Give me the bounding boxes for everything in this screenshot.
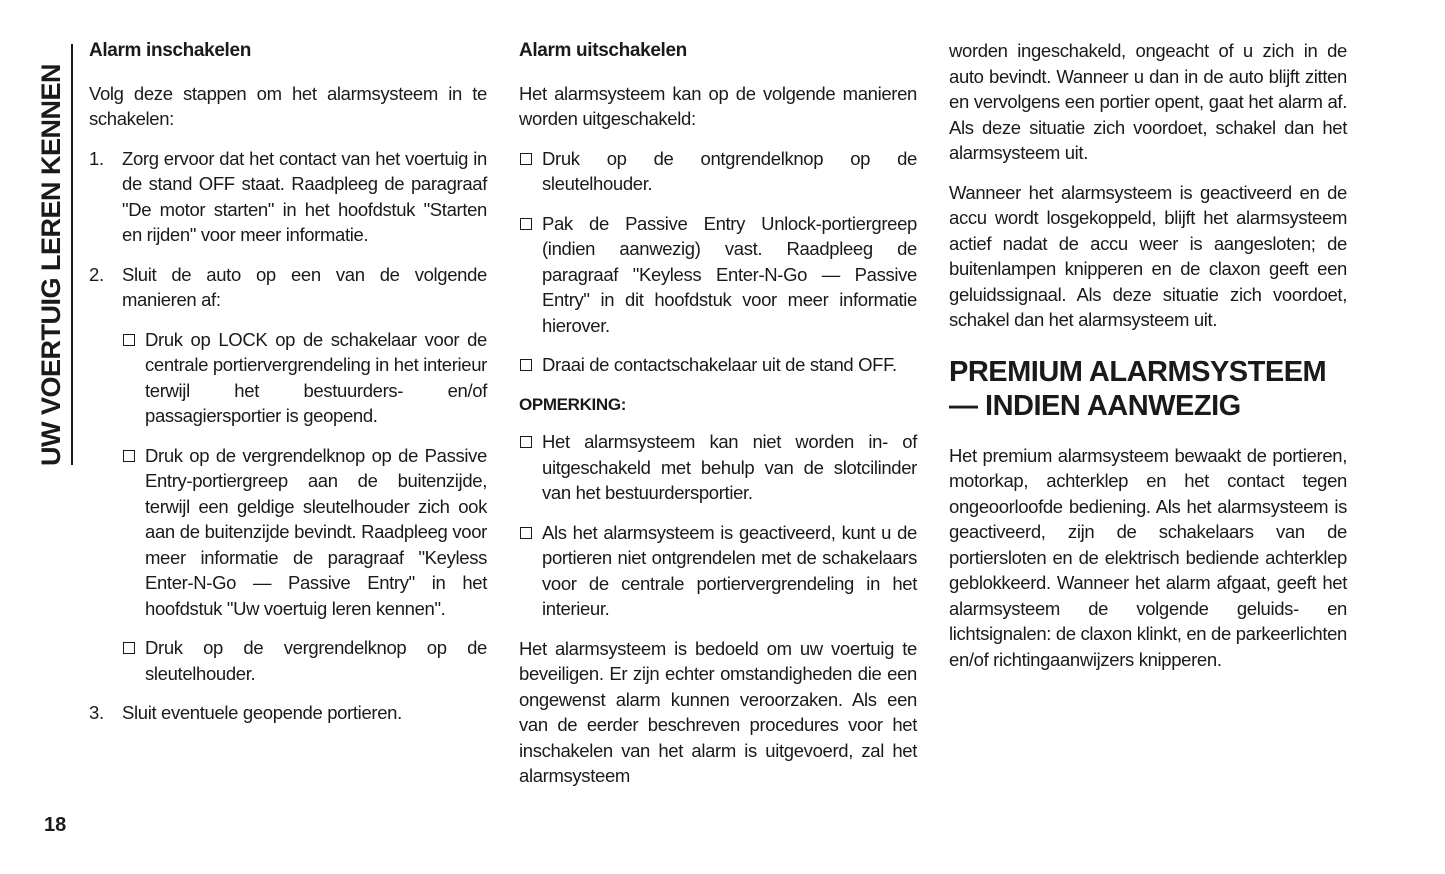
item-text: Druk op LOCK op de schakelaar voor de centrale portiervergrendeling in het interieur terwijl het bestuurders- en/of passagiersportier is geopend.: [145, 328, 487, 426]
chapter-title: UW VOERTUIG LEREN KENNEN: [36, 63, 66, 466]
square-bullet-icon: [123, 450, 135, 462]
item-number: 2.: [89, 263, 104, 285]
bullet-item: [519, 520, 917, 622]
bullet-item: [519, 146, 917, 197]
numbered-item: [89, 146, 487, 248]
square-bullet-icon: [520, 436, 532, 448]
side-section-title: [36, 45, 66, 466]
item-text: Draai de contactschakelaar uit de stand OFF.: [542, 354, 897, 375]
item-text: Sluit eventuele geopende portieren.: [122, 702, 402, 723]
page-number: 18: [44, 814, 67, 836]
item-number: 1.: [89, 147, 104, 169]
column-3: [949, 38, 1347, 686]
bullet-item: [122, 635, 487, 686]
bullet-item: [122, 327, 487, 429]
item-text: Druk op de vergrendelknop op de sleutelhouder.: [145, 637, 487, 684]
item-text: Sluit de auto op een van de volgende manieren af:: [122, 263, 487, 310]
bullet-item: [519, 211, 917, 339]
paragraph: Het alarmsysteem kan op de volgende manieren worden uitgeschakeld:: [519, 82, 917, 129]
column-2: [519, 38, 917, 803]
paragraph: worden ingeschakeld, ongeacht of u zich in de auto bevindt. Wanneer u dan in de auto blijft zitten en vervolgens een portier opent, gaat het alarm af. Als deze situatie zich voordoet, schakel dan het alarmsysteem uit.: [949, 40, 1347, 163]
note-label: OPMERKING:: [519, 394, 627, 414]
section-heading: Alarm uitschakelen: [519, 40, 687, 61]
item-text: Druk op de ontgrendelknop op de sleutelhouder.: [542, 147, 917, 194]
numbered-item: [89, 700, 487, 726]
section-title-line: PREMIUM ALARMSYSTEEM: [949, 355, 1327, 388]
square-bullet-icon: [520, 359, 532, 371]
bullet-item: [122, 443, 487, 622]
item-number: 3.: [89, 702, 104, 723]
sub-list: [122, 327, 487, 687]
side-divider: [71, 44, 73, 465]
paragraph: Het premium alarmsysteem bewaakt de portieren, motorkap, achterklep en het contact tegen ongeoorloofde bediening. Als het alarmsysteem is geactiveerd, zijn de schakelaars van de portiersloten en de elektrisch bediende achterklep geblokkeerd. Wanneer het alarm afgaat, geeft het alarmsysteem de volgende geluids- en lichtsignalen: de claxon klinkt, en de parkeerlichten en/of richtingaanwijzers knipperen.: [949, 444, 1347, 670]
square-bullet-icon: [123, 642, 135, 654]
paragraph: Het alarmsysteem is bedoeld om uw voertuig te beveiligen. Er zijn echter omstandigheden die een ongewenst alarm kunnen veroorzaken. Als een van de eerder beschreven procedures voor het inschakelen van het alarm is uitgevoerd, zal het alarmsysteem: [519, 637, 917, 786]
square-bullet-icon: [520, 218, 532, 230]
item-text: Druk op de vergrendelknop op de Passive Entry-portiergreep aan de buitenzijde, terwijl een geldige sleutelhouder zich ook aan de buitenzijde bevindt. Raadpleeg voor meer informatie de paragraaf "Keyless Enter-N-Go — Passive Entry" in het hoofdstuk "Uw voertuig leren kennen".: [145, 444, 487, 619]
section-heading: Alarm inschakelen: [89, 40, 251, 61]
column-1: [89, 38, 487, 740]
bullet-item: [519, 429, 917, 506]
item-text: Het alarmsysteem kan niet worden in- of uitgeschakeld met behulp van de slotcilinder van het bestuurdersportier.: [542, 431, 917, 503]
bullet-item: [519, 352, 917, 378]
item-text: Pak de Passive Entry Unlock-portiergreep (indien aanwezig) vast. Raadpleeg de paragraaf "Keyless Enter-N-Go — Passive Entry" in dit hoofdstuk voor meer informatie hierover.: [542, 212, 917, 336]
section-title: [949, 355, 1347, 423]
item-text: Als het alarmsysteem is geactiveerd, kunt u de portieren niet ontgrendelen met de schakelaars voor de centrale portiervergrendeling in het interieur.: [542, 521, 917, 619]
paragraph: Wanneer het alarmsysteem is geactiveerd en de accu wordt losgekoppeld, blijft het alarmsysteem actief nadat de accu weer is aangesloten; de buitenlampen knipperen en de claxon geeft een geluidssignaal. Als deze situatie zich voordoet, schakel dan het alarmsysteem uit.: [949, 181, 1347, 330]
paragraph: Volg deze stappen om het alarmsysteem in te schakelen:: [89, 82, 487, 129]
square-bullet-icon: [520, 153, 532, 165]
section-title-line: — INDIEN AANWEZIG: [949, 389, 1241, 422]
square-bullet-icon: [123, 334, 135, 346]
square-bullet-icon: [520, 527, 532, 539]
item-text: Zorg ervoor dat het contact van het voertuig in de stand OFF staat. Raadpleeg de paragraaf "De motor starten" in het hoofdstuk "Starten en rijden" voor meer informatie.: [122, 147, 487, 245]
numbered-item: [89, 262, 487, 313]
